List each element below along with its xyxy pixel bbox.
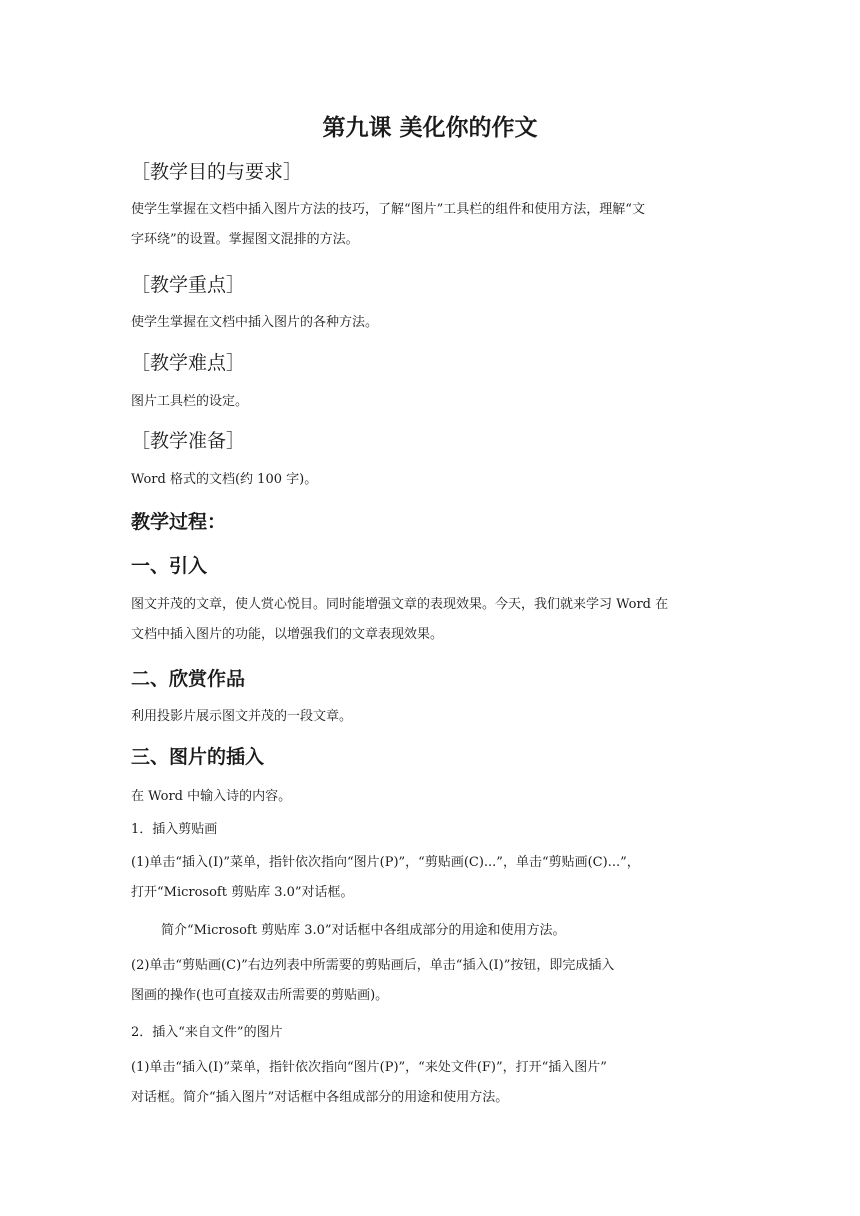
goals-line-2: 字环绕”的设置。掌握图文混排的方法。 — [131, 232, 359, 247]
page-title: 第九课 美化你的作文 — [322, 115, 538, 141]
difficulty-heading: ［教学难点］ — [131, 352, 246, 374]
difficulty-text: 图片工具栏的设定。 — [131, 394, 249, 409]
file-step-1 — [131, 1053, 731, 1113]
file-step-1-line-2: 对话框。简介“插入图片”对话框中各组成部分的用途和使用方法。 — [131, 1090, 509, 1105]
clipart-step-1 — [131, 848, 731, 908]
clipart-note: 简介“Microsoft 剪贴库 3.0”对话框中各组成部分的用途和使用方法。 — [161, 923, 566, 938]
intro-line-2: 文档中插入图片的功能，以增强我们的文章表现效果。 — [131, 627, 444, 642]
key-heading: ［教学重点］ — [131, 274, 246, 296]
intro-heading: 一、引入 — [131, 555, 208, 577]
insert-heading: 三、图片的插入 — [131, 746, 265, 768]
goals-heading: ［教学目的与要求］ — [131, 161, 303, 183]
clipart-step-2-line-2: 图画的操作(也可直接双击所需要的剪贴画)。 — [131, 988, 389, 1003]
key-text: 使学生掌握在文档中插入图片的各种方法。 — [131, 315, 379, 330]
clipart-step-1-line-2: 打开“Microsoft 剪贴库 3.0”对话框。 — [131, 885, 354, 900]
file-step-1-line-1: (1)单击“插入(I)”菜单，指针依次指向“图片(P)”，“来处文件(F)”，打开“插入图片” — [131, 1060, 607, 1075]
intro-line-1: 图文并茂的文章，使人赏心悦目。同时能增强文章的表现效果。今天，我们就来学习 Word 在 — [131, 597, 669, 612]
clipart-heading: 1．插入剪贴画 — [131, 822, 218, 837]
intro-text — [131, 590, 731, 650]
prep-heading: ［教学准备］ — [131, 430, 246, 452]
prep-text: Word 格式的文档(约 100 字)。 — [131, 472, 318, 487]
goals-text — [131, 195, 731, 255]
process-heading: 教学过程： — [131, 511, 227, 533]
appreciate-heading: 二、欣赏作品 — [131, 668, 246, 690]
goals-line-1: 使学生掌握在文档中插入图片方法的技巧，了解“图片”工具栏的组件和使用方法，理解“文 — [131, 202, 645, 217]
clipart-step-2-line-1: (2)单击“剪贴画(C)”右边列表中所需要的剪贴画后，单击“插入(I)”按钮，即完成插入 — [131, 958, 615, 973]
clipart-step-1-line-1: (1)单击“插入(I)”菜单，指针依次指向“图片(P)”，“剪贴画(C)...”，单击“剪贴画(C)...”， — [131, 855, 640, 870]
file-heading: 2．插入“来自文件”的图片 — [131, 1025, 283, 1040]
insert-intro: 在 Word 中输入诗的内容。 — [131, 789, 292, 804]
clipart-step-2 — [131, 951, 731, 1011]
appreciate-text: 利用投影片展示图文并茂的一段文章。 — [131, 709, 353, 724]
